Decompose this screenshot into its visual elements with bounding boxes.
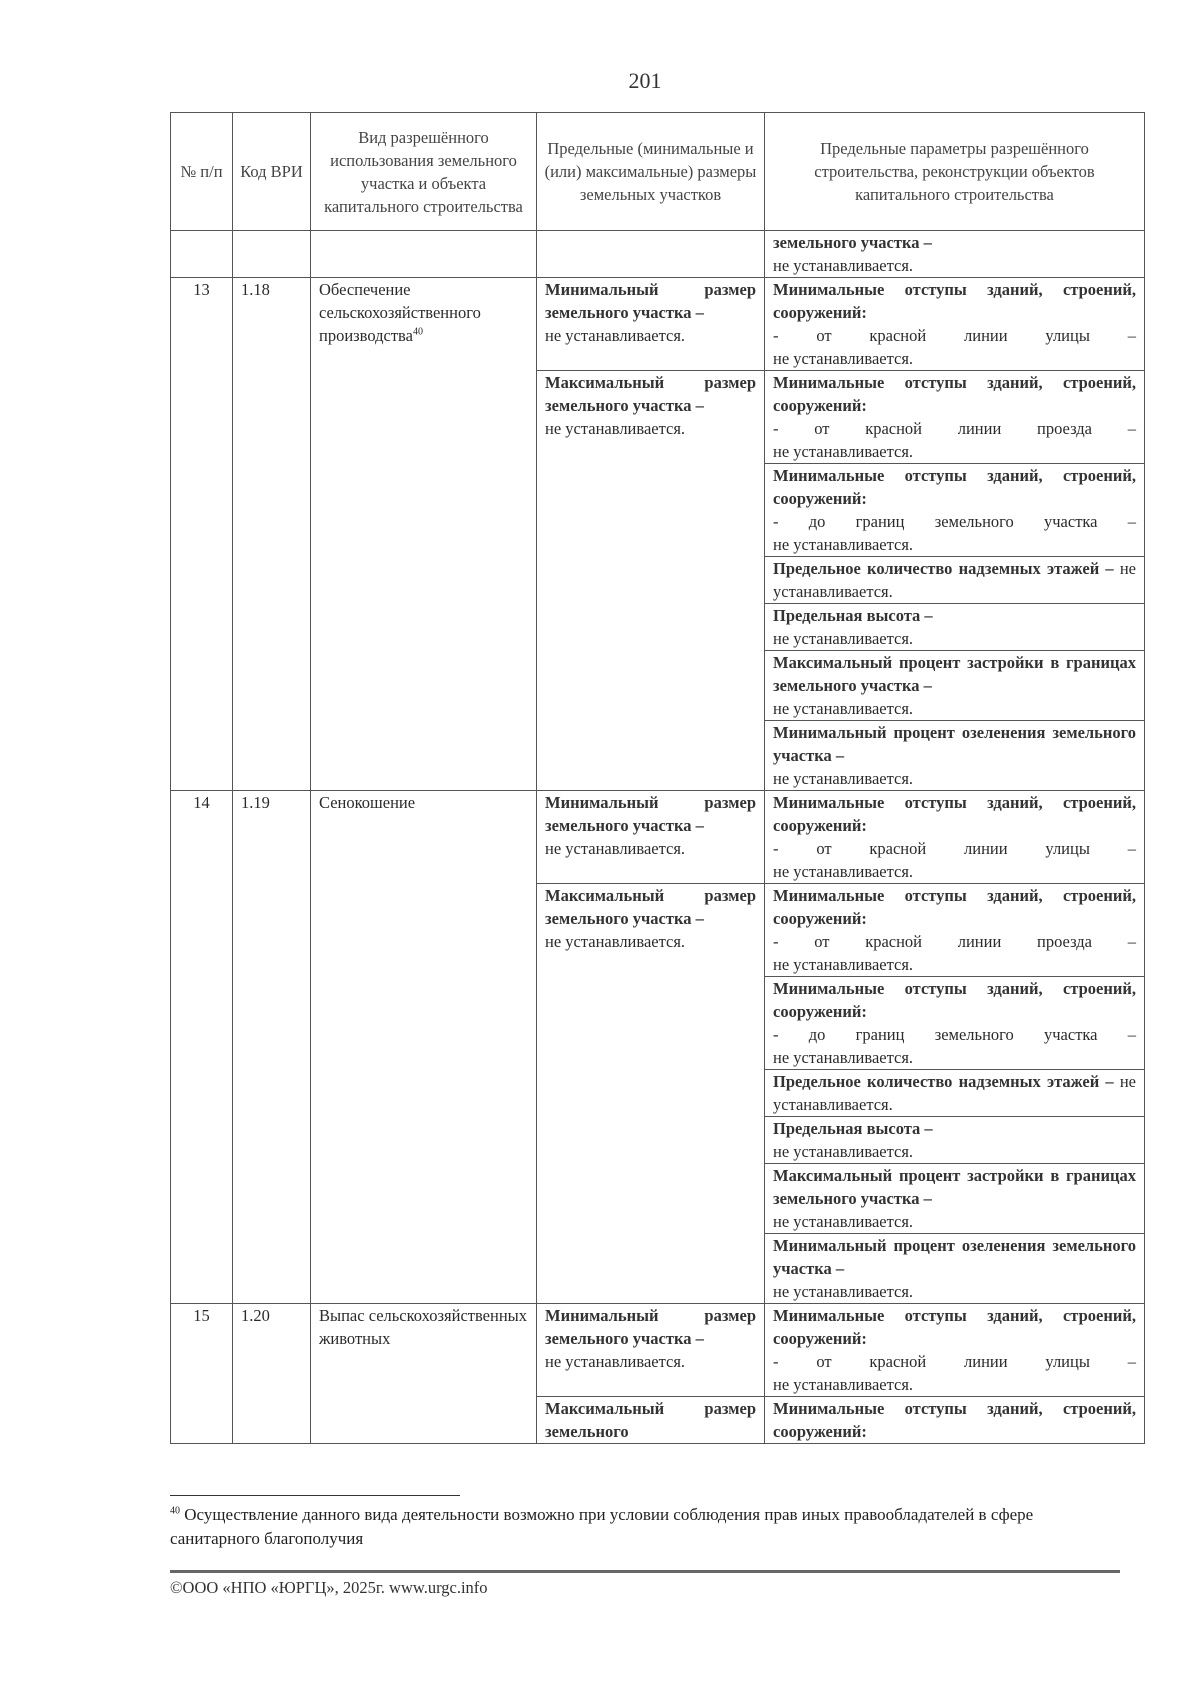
params-cell	[765, 1234, 1145, 1304]
header-size: Предельные (минимальные и (или) максимальные) размеры земельных участков	[537, 113, 765, 231]
params-cell	[765, 884, 1145, 977]
continuation-row	[171, 231, 1145, 278]
min-size-cell	[537, 278, 765, 371]
params-cell	[765, 1117, 1145, 1164]
params-cell	[765, 651, 1145, 721]
params-cell	[765, 278, 1145, 371]
param-line-text: - от красной линии проезда –	[773, 932, 1136, 951]
param-value-text: не устанавливается.	[773, 1212, 914, 1231]
param-value-text: не устанавливается.	[773, 535, 914, 554]
param-value-text: не устанавливается.	[773, 769, 914, 788]
param-value-text: не устанавливается.	[773, 629, 914, 648]
row-code: 1.19	[233, 791, 311, 1304]
param-bold-text: Максимальный процент застройки в границах земельного участка –	[773, 653, 1136, 695]
footnote-marker: 40	[170, 1505, 180, 1517]
param-line-text: - от красной линии проезда –	[773, 419, 1136, 438]
max-size-label: Максимальный размер земельного участка –	[545, 373, 756, 415]
param-value-text: не устанавливается.	[773, 1072, 1136, 1114]
header-num: № п/п	[171, 113, 233, 231]
min-size-label: Минимальный размер земельного участка –	[545, 793, 756, 835]
param-line-text: - от красной линии улицы –	[773, 1352, 1136, 1371]
row-number: 15	[171, 1304, 233, 1444]
param-bold-text: Минимальные отступы зданий, строений, сооружений:	[773, 1306, 1136, 1348]
param-value-text: не устанавливается.	[773, 862, 914, 881]
footnote-separator	[170, 1495, 460, 1496]
header-params: Предельные параметры разрешённого строительства, реконструкции объектов капитального строительства	[765, 113, 1145, 231]
footer-copyright: ©ООО «НПО «ЮРГЦ», 2025г. www.urgc.info	[170, 1578, 488, 1597]
params-cell	[765, 464, 1145, 557]
table-row	[171, 278, 1145, 371]
param-bold-text: земельного участка –	[773, 233, 932, 252]
row-code: 1.18	[233, 278, 311, 791]
param-bold-text: Предельное количество надземных этажей –	[773, 559, 1114, 578]
param-value-text: не устанавливается.	[773, 955, 914, 974]
page-number: 201	[628, 68, 662, 93]
min-size-value: не устанавливается.	[545, 1352, 686, 1371]
param-line-text: - до границ земельного участка –	[773, 512, 1136, 531]
max-size-label: Максимальный размер земельного участка –	[545, 886, 756, 928]
footnote-text: Осуществление данного вида деятельности возможно при условии соблюдения прав иных правообладателей в сфере санитарного благополучия	[170, 1505, 1034, 1548]
param-value-text: не устанавливается.	[773, 256, 914, 275]
param-bold-text: Предельное количество надземных этажей –	[773, 1072, 1114, 1091]
row-name: Выпас сельскохозяйственных животных	[311, 1304, 537, 1444]
param-bold-text: Минимальные отступы зданий, строений, сооружений:	[773, 466, 1136, 508]
params-cell	[765, 557, 1145, 604]
param-bold-text: Предельная высота –	[773, 1119, 933, 1138]
param-value-text: не устанавливается.	[773, 1142, 914, 1161]
min-size-cell	[537, 791, 765, 884]
param-bold-text: Минимальные отступы зданий, строений, сооружений:	[773, 280, 1136, 322]
param-bold-text: Минимальные отступы зданий, строений, сооружений:	[773, 886, 1136, 928]
max-size-label: Максимальный размер земельного	[545, 1399, 756, 1441]
params-cell	[765, 604, 1145, 651]
params-cell	[765, 1304, 1145, 1397]
max-size-cell	[537, 371, 765, 791]
param-value-text: не устанавливается.	[773, 349, 914, 368]
footnote	[170, 1503, 1070, 1551]
param-line-text: - от красной линии улицы –	[773, 839, 1136, 858]
footnote-ref: 40	[412, 326, 423, 338]
row-name	[311, 278, 537, 791]
table-row	[171, 791, 1145, 884]
max-size-value: не устанавливается.	[545, 932, 686, 951]
param-line-text: - от красной линии улицы –	[773, 326, 1136, 345]
params-cell	[765, 791, 1145, 884]
header-code: Код ВРИ	[233, 113, 311, 231]
max-size-cell	[537, 1397, 765, 1444]
min-size-value: не устанавливается.	[545, 839, 686, 858]
params-cell	[765, 1164, 1145, 1234]
param-value-text: не устанавливается.	[773, 442, 914, 461]
param-line-text: - до границ земельного участка –	[773, 1025, 1136, 1044]
max-size-cell	[537, 884, 765, 1304]
min-size-value: не устанавливается.	[545, 326, 686, 345]
param-value-text: не устанавливается.	[773, 1048, 914, 1067]
params-cell	[765, 1397, 1145, 1444]
param-value-text: не устанавливается.	[773, 699, 914, 718]
param-value-text: не устанавливается.	[773, 1282, 914, 1301]
row-code: 1.20	[233, 1304, 311, 1444]
params-cell	[765, 231, 1145, 278]
max-size-value: не устанавливается.	[545, 419, 686, 438]
param-value-text: не устанавливается.	[773, 559, 1136, 601]
param-bold-text: Минимальные отступы зданий, строений, сооружений:	[773, 793, 1136, 835]
min-size-cell	[537, 1304, 765, 1397]
param-bold-text: Предельная высота –	[773, 606, 933, 625]
row-number: 13	[171, 278, 233, 791]
footer-separator	[170, 1570, 1120, 1573]
header-row	[171, 113, 1145, 231]
param-bold-text: Максимальный процент застройки в границах земельного участка –	[773, 1166, 1136, 1208]
row-name-text: Обеспечение сельскохозяйственного производства	[319, 280, 481, 345]
table-row	[171, 1304, 1145, 1397]
header-kind: Вид разрешённого использования земельного участка и объекта капитального строительства	[311, 113, 537, 231]
row-number: 14	[171, 791, 233, 1304]
params-cell	[765, 371, 1145, 464]
param-value-text: не устанавливается.	[773, 1375, 914, 1394]
param-bold-text: Минимальный процент озеленения земельного участка –	[773, 1236, 1136, 1278]
params-cell	[765, 721, 1145, 791]
param-bold-text: Минимальные отступы зданий, строений, сооружений:	[773, 373, 1136, 415]
param-bold-text: Минимальные отступы зданий, строений, сооружений:	[773, 979, 1136, 1021]
vri-table	[170, 112, 1145, 1444]
params-cell	[765, 1070, 1145, 1117]
param-bold-text: Минимальные отступы зданий, строений, сооружений:	[773, 1399, 1136, 1441]
params-cell	[765, 977, 1145, 1070]
row-name: Сенокошение	[311, 791, 537, 1304]
min-size-label: Минимальный размер земельного участка –	[545, 1306, 756, 1348]
param-bold-text: Минимальный процент озеленения земельного участка –	[773, 723, 1136, 765]
min-size-label: Минимальный размер земельного участка –	[545, 280, 756, 322]
